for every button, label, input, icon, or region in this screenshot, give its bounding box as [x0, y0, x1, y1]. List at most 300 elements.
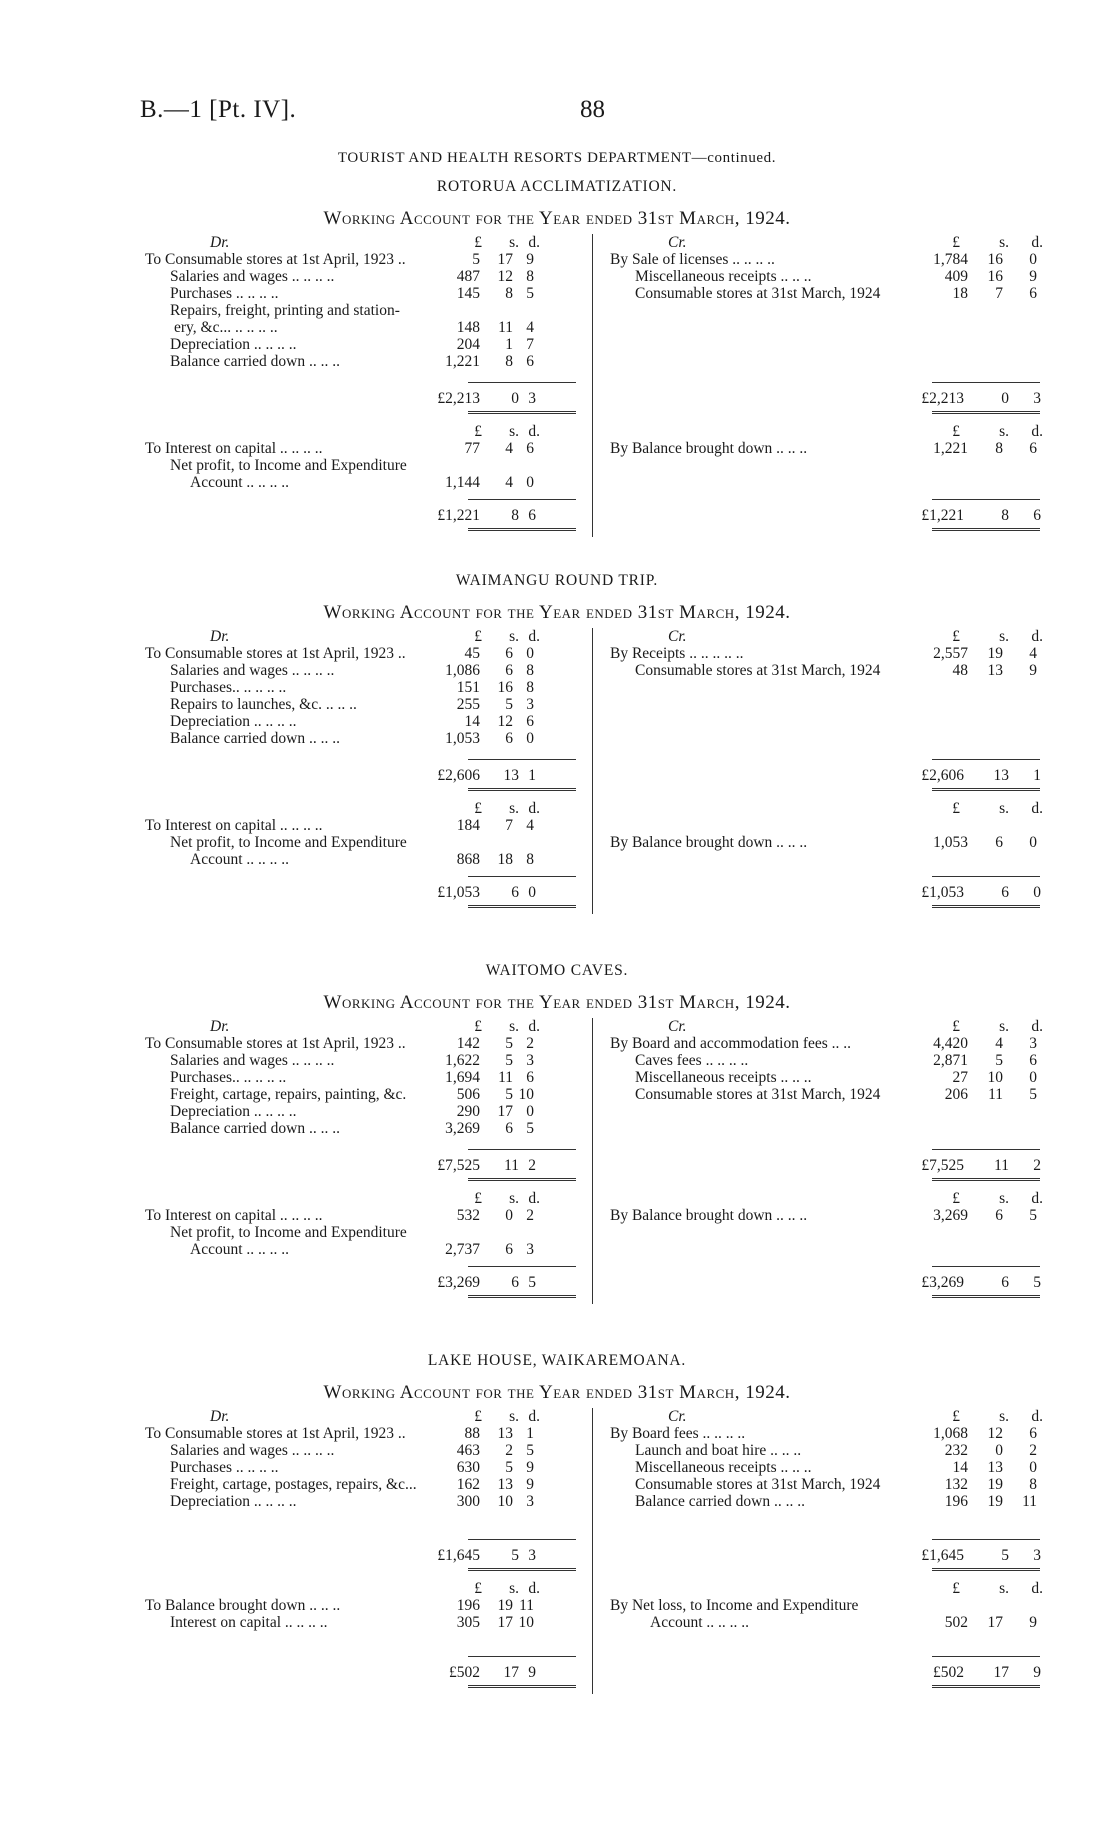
dr-total-shillings: 6 — [511, 1274, 519, 1291]
dr-row-label: Account .. .. .. .. — [190, 851, 290, 868]
dr-row-label: Purchases .. .. .. .. — [170, 1459, 279, 1476]
dr-pounds: 88 — [464, 1425, 480, 1442]
total-rule — [932, 759, 1040, 760]
total-double-rule — [932, 905, 1040, 908]
cr-row-label: Consumable stores at 31st March, 1924 — [635, 1476, 881, 1493]
cr-shillings: 13 — [987, 1459, 1003, 1476]
cr-row-label: By Balance brought down .. .. .. — [610, 834, 808, 851]
dr-pence: 8 — [526, 851, 534, 868]
dr-header: Dr. — [210, 628, 230, 645]
cr-pence: 5 — [1029, 1207, 1037, 1224]
dr-pence: 0 — [526, 474, 534, 491]
dr-shillings: 11 — [498, 1069, 513, 1086]
total-double-rule — [932, 411, 1040, 414]
dr-pounds: 532 — [456, 1207, 480, 1224]
dr-total-pence: 1 — [528, 767, 536, 784]
cr-pence-header: d. — [1031, 1190, 1043, 1207]
dr-total-pounds: £2,606 — [437, 767, 480, 784]
cr-pounds: 206 — [944, 1086, 968, 1103]
cr-total-pence: 1 — [1033, 767, 1041, 784]
dr-shillings: 8 — [505, 285, 513, 302]
dr-shilling-header: s. — [509, 800, 519, 817]
dr-row-label: Salaries and wages .. .. .. .. — [170, 1442, 335, 1459]
total-rule — [932, 1539, 1040, 1540]
dr-shillings: 19 — [497, 1597, 513, 1614]
dr-pounds: 151 — [456, 679, 480, 696]
dr-pound-header: £ — [474, 1580, 482, 1597]
dr-pounds: 255 — [456, 696, 480, 713]
dr-pence: 10 — [518, 1086, 534, 1103]
dr-row-label: Salaries and wages .. .. .. .. — [170, 1052, 335, 1069]
dr-pounds: 1,221 — [445, 353, 480, 370]
total-rule — [468, 499, 576, 500]
dr-shillings: 5 — [505, 1086, 513, 1103]
cr-pound-header: £ — [952, 628, 960, 645]
cr-pence: 11 — [1022, 1493, 1037, 1510]
dr-header: Dr. — [210, 1408, 230, 1425]
dr-shilling-header: s. — [509, 1190, 519, 1207]
dr-shillings: 13 — [497, 1425, 513, 1442]
dr-pounds: 463 — [456, 1442, 480, 1459]
dr-shillings: 16 — [497, 679, 513, 696]
cr-row-label: Miscellaneous receipts .. .. .. — [635, 268, 812, 285]
cr-pounds: 2,871 — [933, 1052, 968, 1069]
dr-row-label: Depreciation .. .. .. .. — [170, 713, 297, 730]
dr-row-label: Purchases.. .. .. .. .. — [170, 679, 287, 696]
total-rule — [932, 876, 1040, 877]
total-double-rule — [468, 1178, 576, 1181]
dr-pounds: 1,694 — [445, 1069, 480, 1086]
dr-row-label: Salaries and wages .. .. .. .. — [170, 268, 335, 285]
dr-pence: 4 — [526, 817, 534, 834]
dr-pence: 6 — [526, 713, 534, 730]
cr-pound-header: £ — [952, 1580, 960, 1597]
total-double-rule — [468, 1568, 576, 1571]
cr-pence-header: d. — [1031, 800, 1043, 817]
dr-pence-header: d. — [528, 1190, 540, 1207]
total-double-rule — [468, 411, 576, 414]
dr-pence: 5 — [526, 285, 534, 302]
cr-header: Cr. — [668, 1018, 687, 1035]
total-rule — [932, 1656, 1040, 1657]
column-divider — [592, 234, 593, 537]
dr-shilling-header: s. — [509, 1018, 519, 1035]
cr-row-label: Launch and boat hire .. .. .. — [635, 1442, 802, 1459]
total-rule — [468, 759, 576, 760]
cr-row-label: Consumable stores at 31st March, 1924 — [635, 1086, 881, 1103]
cr-pence: 9 — [1029, 1614, 1037, 1631]
dr-row-label: Balance carried down .. .. .. — [170, 353, 341, 370]
section-title: WAITOMO CAVES. — [485, 962, 629, 979]
dr-row-label: To Interest on capital .. .. .. .. — [145, 1207, 323, 1224]
cr-row-label: Account .. .. .. .. — [650, 1614, 750, 1631]
dr-total-pence: 9 — [528, 1664, 536, 1681]
dr-shillings: 17 — [497, 251, 513, 268]
cr-total-shillings: 8 — [1001, 507, 1009, 524]
dr-total-pence: 3 — [528, 1547, 536, 1564]
dr-pence: 8 — [526, 662, 534, 679]
total-rule — [468, 1266, 576, 1267]
dr-pounds: 868 — [456, 851, 480, 868]
dr-pence: 0 — [526, 1103, 534, 1120]
dr-pounds: 148 — [456, 319, 480, 336]
cr-pence: 0 — [1029, 1459, 1037, 1476]
dr-pounds: 14 — [464, 713, 480, 730]
total-rule — [932, 1266, 1040, 1267]
cr-pounds: 502 — [944, 1614, 968, 1631]
total-rule — [468, 1656, 576, 1657]
dr-pence-header: d. — [528, 800, 540, 817]
dr-row-label: ery, &c... .. .. .. .. — [174, 319, 278, 336]
dr-pounds: 290 — [456, 1103, 480, 1120]
cr-row-label: By Net loss, to Income and Expenditure — [610, 1597, 859, 1614]
cr-pence-header: d. — [1031, 628, 1043, 645]
cr-total-pence: 3 — [1033, 1547, 1041, 1564]
dr-shillings: 2 — [505, 1442, 513, 1459]
total-double-rule — [932, 528, 1040, 531]
cr-row-label: Consumable stores at 31st March, 1924 — [635, 285, 881, 302]
dr-row-label: To Consumable stores at 1st April, 1923 .. — [145, 645, 406, 662]
dr-header: Dr. — [210, 1018, 230, 1035]
cr-total-pounds: £7,525 — [921, 1157, 964, 1174]
dr-pence: 8 — [526, 268, 534, 285]
cr-shillings: 19 — [987, 1476, 1003, 1493]
cr-shilling-header: s. — [999, 423, 1009, 440]
cr-shillings: 7 — [995, 285, 1003, 302]
cr-total-pounds: £1,221 — [921, 507, 964, 524]
dr-total-pence: 5 — [528, 1274, 536, 1291]
total-rule — [468, 382, 576, 383]
dr-pence: 5 — [526, 1442, 534, 1459]
dr-pence: 2 — [526, 1035, 534, 1052]
cr-pounds: 14 — [952, 1459, 968, 1476]
dr-shillings: 6 — [505, 645, 513, 662]
cr-shillings: 16 — [987, 268, 1003, 285]
cr-pence-header: d. — [1031, 1408, 1043, 1425]
cr-pence: 5 — [1029, 1086, 1037, 1103]
dr-pence-header: d. — [528, 423, 540, 440]
dr-shillings: 5 — [505, 696, 513, 713]
cr-pounds: 4,420 — [933, 1035, 968, 1052]
dr-pence: 4 — [526, 319, 534, 336]
dr-pound-header: £ — [474, 628, 482, 645]
cr-pounds: 409 — [944, 268, 968, 285]
dr-total-pounds: £7,525 — [437, 1157, 480, 1174]
dr-pence: 6 — [526, 1069, 534, 1086]
dr-pounds: 1,053 — [445, 730, 480, 747]
total-double-rule — [932, 788, 1040, 791]
dr-pence: 9 — [526, 1459, 534, 1476]
dr-pence: 11 — [519, 1597, 534, 1614]
dr-pence: 6 — [526, 353, 534, 370]
cr-header: Cr. — [668, 1408, 687, 1425]
cr-total-shillings: 6 — [1001, 884, 1009, 901]
working-account-title: Working Account for the Year ended 31st March, 1924. — [323, 1382, 791, 1403]
dr-row-label: Depreciation .. .. .. .. — [170, 336, 297, 353]
cr-total-pounds: £1,053 — [921, 884, 964, 901]
dr-total-pence: 2 — [528, 1157, 536, 1174]
dr-row-label: To Balance brought down .. .. .. — [145, 1597, 341, 1614]
cr-total-shillings: 13 — [993, 767, 1009, 784]
dr-shillings: 12 — [497, 713, 513, 730]
cr-row-label: By Sale of licenses .. .. .. .. — [610, 251, 775, 268]
dr-pound-header: £ — [474, 234, 482, 251]
dr-shillings: 4 — [505, 440, 513, 457]
total-double-rule — [932, 1178, 1040, 1181]
section-title: LAKE HOUSE, WAIKAREMOANA. — [427, 1352, 687, 1369]
dr-total-pence: 0 — [528, 884, 536, 901]
dr-row-label: To Interest on capital .. .. .. .. — [145, 440, 323, 457]
dr-shillings: 5 — [505, 1052, 513, 1069]
dr-shillings: 12 — [497, 268, 513, 285]
dr-total-pounds: £1,645 — [437, 1547, 480, 1564]
dr-pounds: 630 — [456, 1459, 480, 1476]
dr-row-label: Depreciation .. .. .. .. — [170, 1493, 297, 1510]
dr-pound-header: £ — [474, 1190, 482, 1207]
dr-row-label: Net profit, to Income and Expenditure — [170, 834, 407, 851]
cr-row-label: Miscellaneous receipts .. .. .. — [635, 1069, 812, 1086]
dr-pounds: 5 — [472, 251, 480, 268]
dr-pounds: 2,737 — [445, 1241, 480, 1258]
dr-shillings: 1 — [505, 336, 513, 353]
cr-pounds: 27 — [952, 1069, 968, 1086]
cr-pence-header: d. — [1031, 1580, 1043, 1597]
dr-row-label: Freight, cartage, postages, repairs, &c... — [170, 1476, 417, 1493]
dr-pence: 5 — [526, 1120, 534, 1137]
cr-pence: 6 — [1029, 285, 1037, 302]
column-divider — [592, 628, 593, 914]
dr-pence: 8 — [526, 679, 534, 696]
total-double-rule — [468, 788, 576, 791]
dr-pence-header: d. — [528, 1408, 540, 1425]
total-double-rule — [932, 1685, 1040, 1688]
cr-pound-header: £ — [952, 234, 960, 251]
dr-shillings: 5 — [505, 1459, 513, 1476]
working-account-title: Working Account for the Year ended 31st March, 1924. — [323, 208, 791, 229]
working-account-title: Working Account for the Year ended 31st March, 1924. — [323, 602, 791, 623]
dr-pence: 0 — [526, 730, 534, 747]
cr-pence-header: d. — [1031, 1018, 1043, 1035]
dr-pounds: 506 — [456, 1086, 480, 1103]
dr-pence: 3 — [526, 696, 534, 713]
dr-pence-header: d. — [528, 234, 540, 251]
cr-pounds: 48 — [952, 662, 968, 679]
cr-pound-header: £ — [952, 423, 960, 440]
dr-header: Dr. — [210, 234, 230, 251]
working-account-title: Working Account for the Year ended 31st March, 1924. — [323, 992, 791, 1013]
cr-total-pence: 6 — [1033, 507, 1041, 524]
cr-shillings: 12 — [987, 1425, 1003, 1442]
cr-pound-header: £ — [952, 1408, 960, 1425]
cr-pence: 6 — [1029, 1425, 1037, 1442]
dr-shillings: 5 — [505, 1035, 513, 1052]
cr-total-pence: 0 — [1033, 884, 1041, 901]
total-double-rule — [468, 1685, 576, 1688]
dr-total-pounds: £3,269 — [437, 1274, 480, 1291]
cr-row-label: By Receipts .. .. .. .. .. — [610, 645, 744, 662]
cr-total-pence: 5 — [1033, 1274, 1041, 1291]
dr-shillings: 8 — [505, 353, 513, 370]
dr-total-shillings: 13 — [503, 767, 519, 784]
cr-shillings: 19 — [987, 645, 1003, 662]
cr-shillings: 16 — [987, 251, 1003, 268]
cr-total-shillings: 5 — [1001, 1547, 1009, 1564]
dr-shillings: 4 — [505, 474, 513, 491]
dr-total-pence: 3 — [528, 390, 536, 407]
dr-pounds: 142 — [456, 1035, 480, 1052]
cr-total-pounds: £502 — [933, 1664, 964, 1681]
cr-pounds: 1,784 — [933, 251, 968, 268]
dr-pence: 0 — [526, 645, 534, 662]
department-title: TOURIST AND HEALTH RESORTS DEPARTMENT—continued. — [337, 150, 777, 166]
cr-header: Cr. — [668, 628, 687, 645]
dr-total-shillings: 6 — [511, 884, 519, 901]
dr-row-label: To Consumable stores at 1st April, 1923 .. — [145, 1425, 406, 1442]
dr-pence: 3 — [526, 1241, 534, 1258]
dr-total-pounds: £502 — [449, 1664, 480, 1681]
dr-row-label: To Interest on capital .. .. .. .. — [145, 817, 323, 834]
cr-row-label: Consumable stores at 31st March, 1924 — [635, 662, 881, 679]
dr-total-pence: 6 — [528, 507, 536, 524]
dr-row-label: Net profit, to Income and Expenditure — [170, 457, 407, 474]
cr-shilling-header: s. — [999, 234, 1009, 251]
dr-shilling-header: s. — [509, 423, 519, 440]
dr-shilling-header: s. — [509, 1580, 519, 1597]
cr-row-label: By Board fees .. .. .. .. — [610, 1425, 746, 1442]
dr-pounds: 184 — [456, 817, 480, 834]
dr-pence: 2 — [526, 1207, 534, 1224]
dr-row-label: Balance carried down .. .. .. — [170, 730, 341, 747]
dr-shillings: 17 — [497, 1103, 513, 1120]
total-double-rule — [468, 905, 576, 908]
dr-row-label: Account .. .. .. .. — [190, 1241, 290, 1258]
dr-total-shillings: 8 — [511, 507, 519, 524]
cr-pence-header: d. — [1031, 423, 1043, 440]
dr-pounds: 300 — [456, 1493, 480, 1510]
dr-row-label: To Consumable stores at 1st April, 1923 .. — [145, 1035, 406, 1052]
dr-shilling-header: s. — [509, 628, 519, 645]
dr-pounds: 1,622 — [445, 1052, 480, 1069]
dr-pounds: 204 — [456, 336, 480, 353]
dr-pence: 7 — [526, 336, 534, 353]
dr-shillings: 6 — [505, 730, 513, 747]
cr-pence: 9 — [1029, 662, 1037, 679]
dr-pence: 3 — [526, 1052, 534, 1069]
cr-shillings: 6 — [995, 834, 1003, 851]
total-double-rule — [468, 1295, 576, 1298]
cr-total-shillings: 6 — [1001, 1274, 1009, 1291]
cr-pence: 6 — [1029, 1052, 1037, 1069]
cr-pounds: 3,269 — [933, 1207, 968, 1224]
cr-pound-header: £ — [952, 800, 960, 817]
dr-row-label: Interest on capital .. .. .. .. — [170, 1614, 328, 1631]
total-rule — [468, 876, 576, 877]
cr-shillings: 5 — [995, 1052, 1003, 1069]
dr-shillings: 6 — [505, 662, 513, 679]
dr-pounds: 77 — [464, 440, 480, 457]
dr-pence-header: d. — [528, 628, 540, 645]
dr-total-shillings: 0 — [511, 390, 519, 407]
cr-pence: 0 — [1029, 834, 1037, 851]
page-number: 88 — [580, 96, 605, 123]
dr-row-label: Repairs to launches, &c. .. .. .. — [170, 696, 357, 713]
document-reference: B.—1 [Pt. IV]. — [140, 96, 297, 123]
cr-shilling-header: s. — [999, 800, 1009, 817]
section-title: ROTORUA ACCLIMATIZATION. — [436, 178, 678, 195]
dr-pence-header: d. — [528, 1018, 540, 1035]
cr-pounds: 132 — [944, 1476, 968, 1493]
dr-total-pounds: £2,213 — [437, 390, 480, 407]
cr-pounds: 2,557 — [933, 645, 968, 662]
dr-shillings: 7 — [505, 817, 513, 834]
cr-total-shillings: 0 — [1001, 390, 1009, 407]
column-divider — [592, 1018, 593, 1304]
cr-shillings: 4 — [995, 1035, 1003, 1052]
cr-total-pounds: £2,213 — [921, 390, 964, 407]
cr-pound-header: £ — [952, 1190, 960, 1207]
dr-pence: 10 — [518, 1614, 534, 1631]
cr-pence: 8 — [1029, 1476, 1037, 1493]
total-double-rule — [932, 1568, 1040, 1571]
dr-pounds: 1,144 — [445, 474, 480, 491]
cr-total-pence: 2 — [1033, 1157, 1041, 1174]
cr-pence-header: d. — [1031, 234, 1043, 251]
dr-total-shillings: 5 — [511, 1547, 519, 1564]
dr-pound-header: £ — [474, 423, 482, 440]
dr-row-label: Balance carried down .. .. .. — [170, 1120, 341, 1137]
cr-shillings: 13 — [987, 662, 1003, 679]
dr-pence-header: d. — [528, 1580, 540, 1597]
dr-row-label: To Consumable stores at 1st April, 1923 .. — [145, 251, 406, 268]
department-heading — [0, 150, 1114, 167]
cr-pounds: 1,053 — [933, 834, 968, 851]
cr-shillings: 0 — [995, 1442, 1003, 1459]
dr-row-label: Purchases.. .. .. .. .. — [170, 1069, 287, 1086]
cr-shillings: 6 — [995, 1207, 1003, 1224]
cr-pounds: 232 — [944, 1442, 968, 1459]
cr-row-label: Miscellaneous receipts .. .. .. — [635, 1459, 812, 1476]
dr-pence: 9 — [526, 1476, 534, 1493]
dr-total-shillings: 11 — [504, 1157, 519, 1174]
dr-pounds: 3,269 — [445, 1120, 480, 1137]
total-double-rule — [468, 528, 576, 531]
section-title: WAIMANGU ROUND TRIP. — [455, 572, 659, 589]
dr-shillings: 11 — [498, 319, 513, 336]
dr-shillings: 18 — [497, 851, 513, 868]
dr-shillings: 6 — [505, 1241, 513, 1258]
cr-shillings: 11 — [988, 1086, 1003, 1103]
dr-pounds: 305 — [456, 1614, 480, 1631]
cr-pence: 4 — [1029, 645, 1037, 662]
cr-header: Cr. — [668, 234, 687, 251]
cr-total-pence: 9 — [1033, 1664, 1041, 1681]
dr-row-label: Net profit, to Income and Expenditure — [170, 1224, 407, 1241]
cr-pounds: 196 — [944, 1493, 968, 1510]
cr-shilling-header: s. — [999, 1018, 1009, 1035]
cr-row-label: Balance carried down .. .. .. — [635, 1493, 806, 1510]
cr-row-label: By Balance brought down .. .. .. — [610, 440, 808, 457]
cr-shilling-header: s. — [999, 1408, 1009, 1425]
dr-pounds: 487 — [456, 268, 480, 285]
cr-row-label: By Board and accommodation fees .. .. — [610, 1035, 852, 1052]
dr-shilling-header: s. — [509, 234, 519, 251]
dr-pound-header: £ — [474, 800, 482, 817]
cr-shillings: 17 — [987, 1614, 1003, 1631]
cr-total-pence: 3 — [1033, 390, 1041, 407]
dr-row-label: Purchases .. .. .. .. — [170, 285, 279, 302]
dr-row-label: Depreciation .. .. .. .. — [170, 1103, 297, 1120]
cr-pounds: 18 — [952, 285, 968, 302]
